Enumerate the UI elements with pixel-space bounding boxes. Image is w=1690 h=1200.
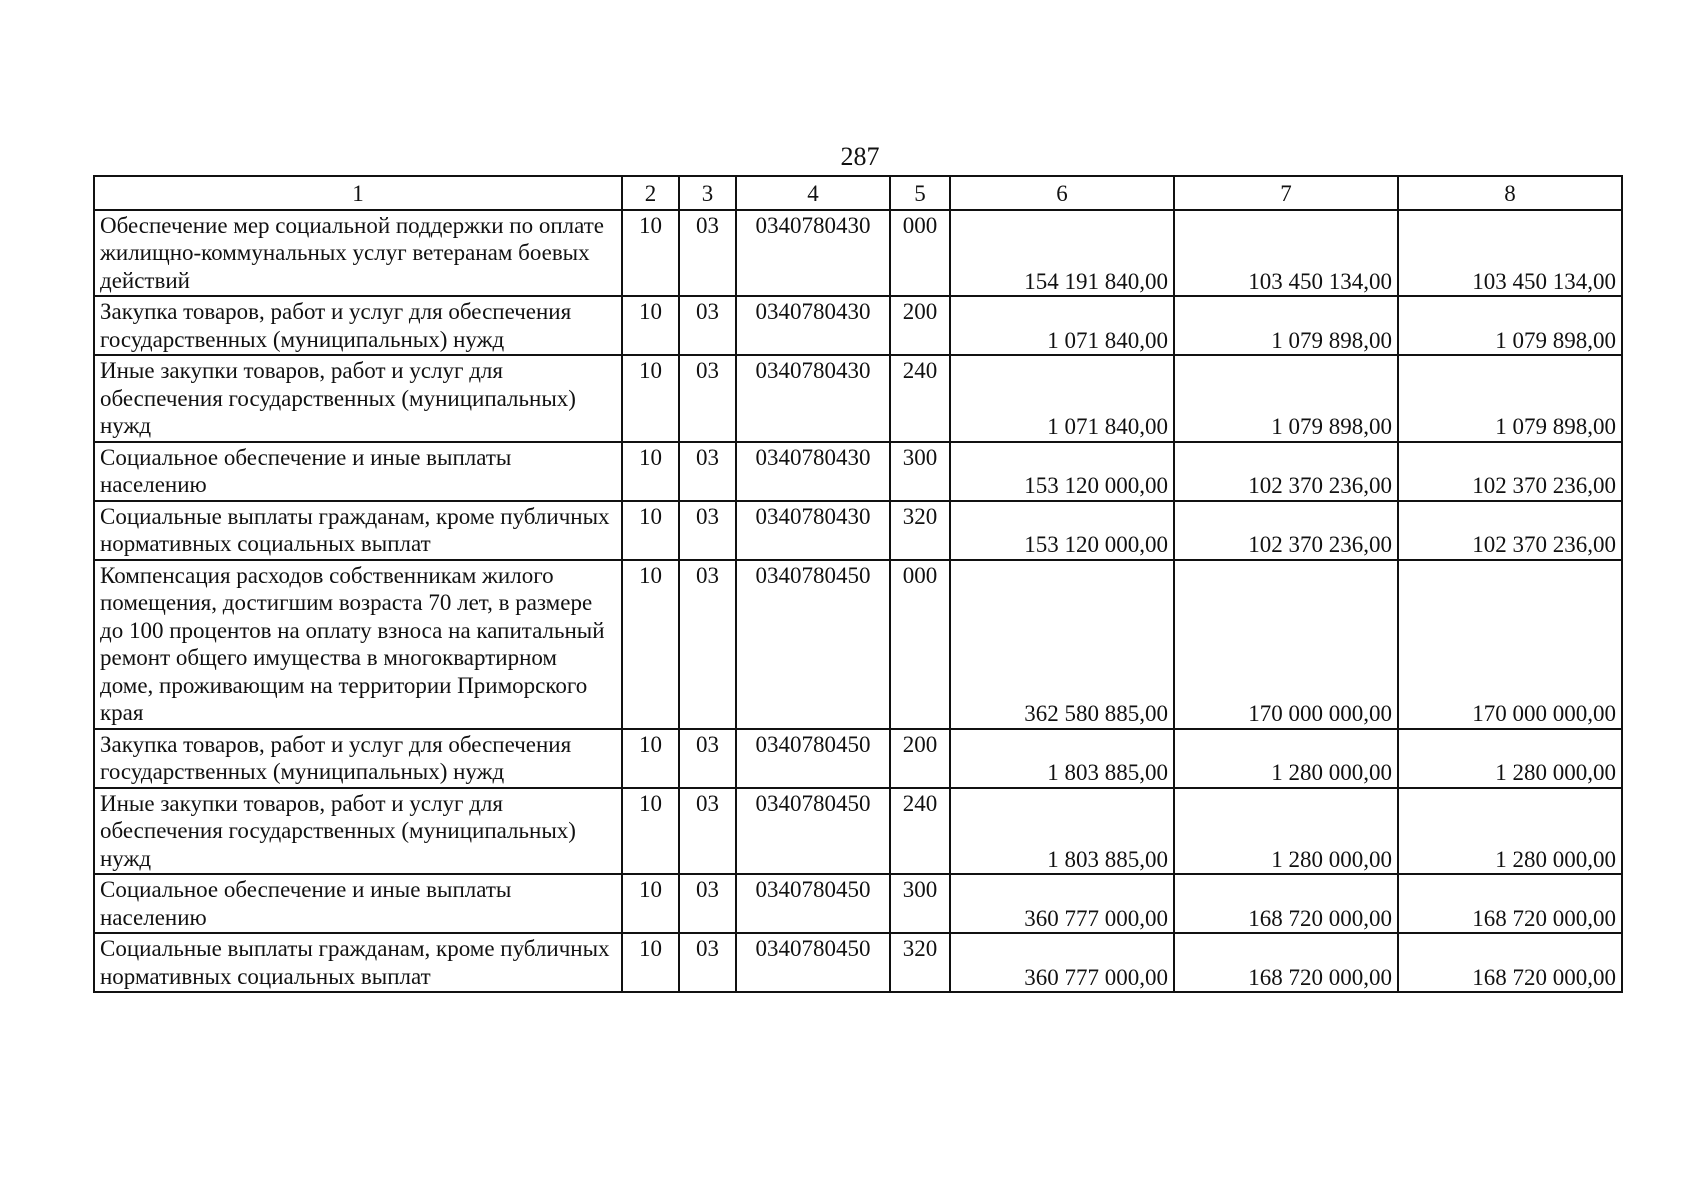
header-cell: 2	[622, 176, 679, 210]
table-row	[94, 788, 1622, 875]
amount-col7-cell: 1 280 000,00	[1174, 788, 1398, 875]
table-row	[94, 560, 1622, 729]
amount-col6-cell: 362 580 885,00	[950, 560, 1174, 729]
amount-col6-cell: 153 120 000,00	[950, 442, 1174, 501]
target-article-cell: 0340780450	[736, 933, 890, 992]
section-code-cell: 10	[622, 355, 679, 442]
target-article-cell: 0340780430	[736, 501, 890, 560]
amount-col8-cell: 103 450 134,00	[1398, 210, 1622, 297]
section-code-cell: 10	[622, 296, 679, 355]
amount-col7-cell: 102 370 236,00	[1174, 501, 1398, 560]
table-row	[94, 729, 1622, 788]
expense-type-cell: 000	[890, 560, 950, 729]
target-article-cell: 0340780450	[736, 729, 890, 788]
expense-name-cell: Обеспечение мер социальной поддержки по оплате жилищно-коммунальных услуг ветеранам боевых действий	[94, 210, 622, 297]
target-article-cell: 0340780430	[736, 355, 890, 442]
table-header-row	[94, 176, 1622, 210]
subsection-code-cell: 03	[679, 355, 736, 442]
expense-name-cell: Социальные выплаты гражданам, кроме публичных нормативных социальных выплат	[94, 933, 622, 992]
expense-type-cell: 320	[890, 501, 950, 560]
amount-col7-cell: 170 000 000,00	[1174, 560, 1398, 729]
expense-name-cell: Социальные выплаты гражданам, кроме публичных нормативных социальных выплат	[94, 501, 622, 560]
section-code-cell: 10	[622, 874, 679, 933]
header-cell: 6	[950, 176, 1174, 210]
amount-col8-cell: 102 370 236,00	[1398, 442, 1622, 501]
amount-col8-cell: 1 280 000,00	[1398, 729, 1622, 788]
budget-table	[93, 175, 1623, 993]
page-number: 287	[840, 142, 880, 171]
expense-type-cell: 320	[890, 933, 950, 992]
table-row	[94, 442, 1622, 501]
amount-col8-cell: 168 720 000,00	[1398, 933, 1622, 992]
section-code-cell: 10	[622, 210, 679, 297]
amount-col7-cell: 168 720 000,00	[1174, 933, 1398, 992]
amount-col7-cell: 103 450 134,00	[1174, 210, 1398, 297]
amount-col6-cell: 1 071 840,00	[950, 296, 1174, 355]
subsection-code-cell: 03	[679, 442, 736, 501]
header-cell: 8	[1398, 176, 1622, 210]
table-row	[94, 501, 1622, 560]
amount-col6-cell: 360 777 000,00	[950, 933, 1174, 992]
section-code-cell: 10	[622, 501, 679, 560]
target-article-cell: 0340780430	[736, 442, 890, 501]
subsection-code-cell: 03	[679, 874, 736, 933]
header-cell: 5	[890, 176, 950, 210]
amount-col8-cell: 1 280 000,00	[1398, 788, 1622, 875]
subsection-code-cell: 03	[679, 501, 736, 560]
header-cell: 1	[94, 176, 622, 210]
target-article-cell: 0340780450	[736, 874, 890, 933]
amount-col6-cell: 1 803 885,00	[950, 729, 1174, 788]
amount-col8-cell: 168 720 000,00	[1398, 874, 1622, 933]
table-row	[94, 210, 1622, 297]
expense-name-cell: Иные закупки товаров, работ и услуг для обеспечения государственных (муниципальных) нужд	[94, 355, 622, 442]
amount-col8-cell: 1 079 898,00	[1398, 296, 1622, 355]
header-cell: 7	[1174, 176, 1398, 210]
subsection-code-cell: 03	[679, 210, 736, 297]
expense-name-cell: Компенсация расходов собственникам жилого помещения, достигшим возраста 70 лет, в размере до 100 процентов на оплату взноса на капитальный ремонт общего имущества в многоквартирном доме, проживающим на территории Приморского края	[94, 560, 622, 729]
expense-name-cell: Иные закупки товаров, работ и услуг для обеспечения государственных (муниципальных) нужд	[94, 788, 622, 875]
amount-col6-cell: 360 777 000,00	[950, 874, 1174, 933]
amount-col6-cell: 153 120 000,00	[950, 501, 1174, 560]
section-code-cell: 10	[622, 729, 679, 788]
amount-col7-cell: 1 079 898,00	[1174, 355, 1398, 442]
amount-col8-cell: 1 079 898,00	[1398, 355, 1622, 442]
amount-col7-cell: 1 079 898,00	[1174, 296, 1398, 355]
expense-name-cell: Социальное обеспечение и иные выплаты населению	[94, 442, 622, 501]
amount-col6-cell: 1 803 885,00	[950, 788, 1174, 875]
section-code-cell: 10	[622, 788, 679, 875]
expense-type-cell: 000	[890, 210, 950, 297]
target-article-cell: 0340780430	[736, 296, 890, 355]
table-row	[94, 355, 1622, 442]
expense-type-cell: 240	[890, 355, 950, 442]
table-row	[94, 874, 1622, 933]
expense-type-cell: 240	[890, 788, 950, 875]
amount-col8-cell: 102 370 236,00	[1398, 501, 1622, 560]
amount-col7-cell: 168 720 000,00	[1174, 874, 1398, 933]
subsection-code-cell: 03	[679, 296, 736, 355]
target-article-cell: 0340780450	[736, 560, 890, 729]
expense-type-cell: 300	[890, 442, 950, 501]
subsection-code-cell: 03	[679, 729, 736, 788]
subsection-code-cell: 03	[679, 560, 736, 729]
expense-type-cell: 200	[890, 729, 950, 788]
target-article-cell: 0340780450	[736, 788, 890, 875]
amount-col6-cell: 154 191 840,00	[950, 210, 1174, 297]
expense-name-cell: Закупка товаров, работ и услуг для обеспечения государственных (муниципальных) нужд	[94, 729, 622, 788]
table-row	[94, 296, 1622, 355]
section-code-cell: 10	[622, 442, 679, 501]
expense-type-cell: 300	[890, 874, 950, 933]
expense-name-cell: Закупка товаров, работ и услуг для обеспечения государственных (муниципальных) нужд	[94, 296, 622, 355]
header-cell: 4	[736, 176, 890, 210]
header-cell: 3	[679, 176, 736, 210]
amount-col8-cell: 170 000 000,00	[1398, 560, 1622, 729]
expense-type-cell: 200	[890, 296, 950, 355]
subsection-code-cell: 03	[679, 788, 736, 875]
amount-col7-cell: 1 280 000,00	[1174, 729, 1398, 788]
amount-col7-cell: 102 370 236,00	[1174, 442, 1398, 501]
subsection-code-cell: 03	[679, 933, 736, 992]
expense-name-cell: Социальное обеспечение и иные выплаты населению	[94, 874, 622, 933]
section-code-cell: 10	[622, 560, 679, 729]
target-article-cell: 0340780430	[736, 210, 890, 297]
section-code-cell: 10	[622, 933, 679, 992]
amount-col6-cell: 1 071 840,00	[950, 355, 1174, 442]
table-row	[94, 933, 1622, 992]
